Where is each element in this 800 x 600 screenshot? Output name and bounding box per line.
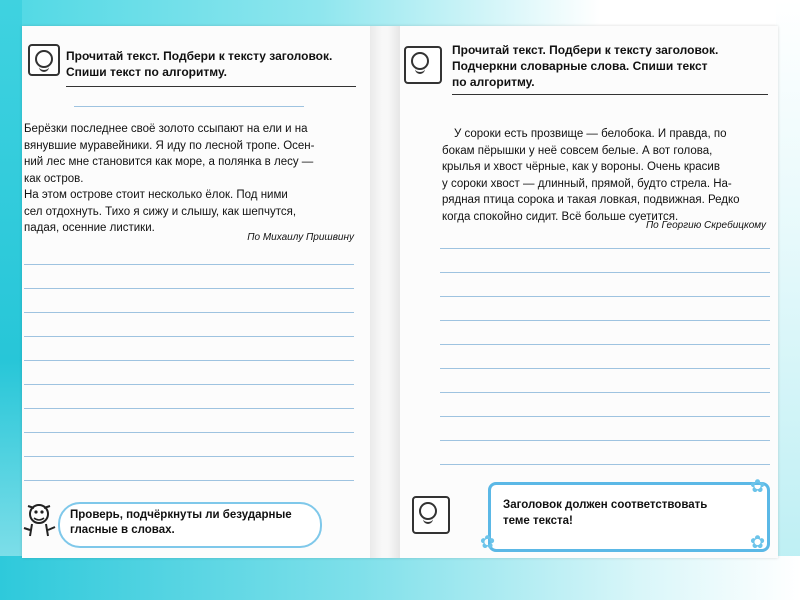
writing-line	[440, 320, 770, 321]
workbook-spread	[22, 26, 778, 558]
writing-line	[24, 456, 354, 457]
tip-frame-text	[503, 497, 763, 529]
left-text-line: Берёзки последнее своё золото ссыпают на ели и на	[24, 123, 308, 135]
left-author: По Михаилу Пришвину	[247, 232, 354, 243]
writing-line	[24, 336, 354, 337]
right-text-line: когда спокойно сидит. Всё больше суетится.	[442, 210, 679, 223]
right-author: По Георгию Скребицкому	[645, 220, 766, 231]
task-face-icon	[28, 44, 60, 76]
bow-icon: ✿	[480, 532, 496, 552]
right-text-line: крылья и хвост чёрные, как у вороны. Очень красив	[442, 161, 720, 173]
writing-line	[440, 392, 770, 393]
left-text-line: падая, осенние листики.	[24, 222, 155, 234]
right-task-title-line2: Подчеркни словарные слова. Спиши текст	[452, 59, 708, 73]
background-top	[0, 0, 800, 26]
writing-line	[440, 344, 770, 345]
writing-line	[440, 440, 770, 441]
left-text-line: как остров.	[24, 172, 84, 185]
background-left	[0, 0, 22, 600]
book-gutter	[370, 26, 400, 558]
writing-line	[440, 272, 770, 273]
task-face-icon	[404, 46, 442, 84]
mascot-icon	[22, 500, 58, 540]
left-text-line: На этом острове стоит несколько ёлок. Под ними	[24, 189, 288, 201]
writing-line	[24, 360, 354, 361]
left-task-title-line1: Прочитай текст. Подбери к тексту заголовок.	[66, 49, 333, 63]
right-text	[442, 126, 768, 225]
background-right	[776, 0, 800, 600]
left-text	[24, 121, 357, 237]
right-page	[400, 26, 778, 558]
title-rule	[66, 86, 356, 87]
right-task-title-line3: по алгоритму.	[452, 75, 535, 89]
tip-text: Проверь, подчёркнуты ли безударные гласные в словах.	[70, 509, 292, 536]
left-task-title	[66, 48, 366, 80]
writing-line	[24, 312, 354, 313]
right-task-title-line1: Прочитай текст. Подбери к тексту заголовок.	[452, 43, 719, 57]
writing-line	[440, 296, 770, 297]
right-text-line: бокам пёрышки у неё совсем белые. А вот голова,	[442, 144, 713, 157]
right-text-line: у сороки хвост — длинный, прямой, будто стрела. На-	[442, 177, 732, 190]
left-task-title-line2: Спиши текст по алгоритму.	[66, 65, 227, 79]
left-text-line: ний лес мне становится как море, а полянка в лесу —	[24, 156, 314, 168]
writing-line	[24, 384, 354, 385]
writing-line	[440, 416, 770, 417]
right-text-line: рядная птица сорока и такая ловкая, подвижная. Редко	[442, 194, 740, 206]
writing-line	[24, 264, 354, 265]
tip-bubble	[58, 502, 322, 548]
writing-line	[440, 464, 770, 465]
tip-line2: теме текста!	[503, 515, 573, 527]
writing-line	[440, 248, 770, 249]
background-bottom	[0, 556, 800, 600]
bow-icon: ✿	[750, 476, 766, 496]
bow-icon: ✿	[750, 532, 766, 552]
title-rule	[452, 94, 768, 95]
left-text-line: вянувшие муравейники. Я иду по лесной тропе. Осен-	[24, 139, 315, 152]
writing-line	[440, 368, 770, 369]
writing-line	[24, 408, 354, 409]
tip-line1: Заголовок должен соответствовать	[503, 499, 708, 511]
left-page	[22, 26, 370, 558]
writing-line	[24, 432, 354, 433]
writing-line	[24, 480, 354, 481]
left-text-line: сел отдохнуть. Тихо я сижу и слышу, как шепчутся,	[24, 205, 297, 218]
tip-frame	[488, 482, 770, 552]
writing-line	[24, 288, 354, 289]
right-task-title	[452, 42, 778, 90]
task-face-icon	[412, 496, 450, 534]
right-text-line: У сороки есть прозвище — белобока. И правда, по	[454, 128, 727, 140]
title-writing-line	[74, 106, 304, 107]
